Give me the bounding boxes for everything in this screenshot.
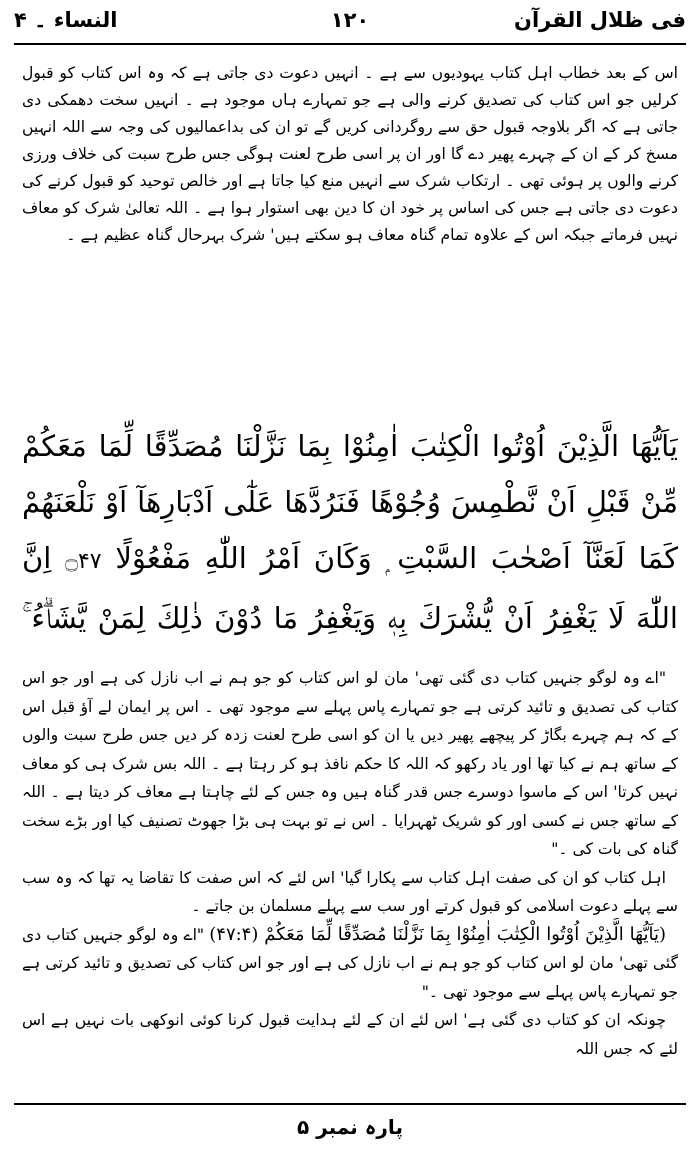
quoted-verse-translation: "اے وہ لوگو جنہیں کتاب دی گئی تھی' مان لو اس کتاب کو جو ہم نے اب نازل کی ہے اور جو اس کتاب کی تصدیق و تائید کرتی ہے جو تمہارے پاس پہلے سے موجود تھی ۔" xyxy=(22,925,678,1001)
page-header xyxy=(14,0,686,40)
verse-reference: (يَاَيُّهَا الَّذِيْنَ اُوْتُوا الْكِتٰبَ اٰمِنُوْا بِمَا نَزَّلْنَا مُصَدِّقًا لِّمَا مَعَكُمْ (۴۷:۴) xyxy=(209,923,666,945)
commentary-paragraph: اہل کتاب کو ان کی صفت اہل کتاب سے پکارا گیا' اس لئے کہ اس صفت کا تقاضا یہ تھا کہ وہ سب سے پہلے دعوت اسلامی کو قبول کرتے اور سب سے پہلے مسلمان بن جاتے ۔ xyxy=(22,868,678,915)
footer-divider xyxy=(14,1103,686,1105)
page-number: ۱۲۰ xyxy=(330,8,370,32)
page-footer: پارہ نمبر ۵ xyxy=(297,1115,403,1139)
header-divider xyxy=(14,43,686,45)
quran-verse xyxy=(22,418,678,644)
translation-section xyxy=(22,664,678,1074)
verse-text-47: يَاَيُّهَا الَّذِيْنَ اُوْتُوا الْكِتٰبَ اٰمِنُوْا بِمَا نَزَّلْنَا مُصَدِّقًا لِّمَا مَعَكُمْ مِّنْ قَبْلِ اَنْ نَّطْمِسَ وُجُوْهًا فَنَرُدَّهَا عَلٰٓى اَدْبَارِهَآ اَوْ نَلْعَنَهُمْ كَمَا لَعَنَّآ اَصْحٰبَ السَّبْتِ ۭ وَكَانَ اَمْرُ اللّٰهِ مَفْعُوْلًا xyxy=(22,429,678,575)
continuation-paragraph: چونکہ ان کو کتاب دی گئی ہے' اس لئے ان کے لئے ہدایت قبول کرنا کوئی انوکھی بات نہیں ہے اس لئے کہ جس اللہ xyxy=(22,1011,678,1058)
surah-label: النساء ۔ ۴ xyxy=(14,8,118,32)
quoted-verse-paragraph xyxy=(22,921,678,1007)
translation-paragraph: "اے وہ لوگو جنہیں کتاب دی گئی تھی' مان لو اس کتاب کو جو ہم نے اب نازل کی ہے اور جو اس کتاب کی تصدیق و تائید کرتی ہے جو تمہارے پاس پہلے سے موجود تھی ۔ اس پر ایمان لے آؤ قبل اس کے کہ ہم چہرے بگاڑ کر پیچھے پھیر دیں یا ان کو اسی طرح لعنت زدہ کر دیں جس طرح سبت والوں کے ساتھ ہم نے کیا تھا اور یاد رکھو کہ اللہ کا حکم نافذ ہو کر رہتا ہے ۔ اللہ بس شرک ہی کو معاف نہیں کرتا' اس کے ماسوا دوسرے جس قدر گناہ ہیں وہ جس کے لئے چاہتا ہے معاف کر دیتا ہے ۔ اللہ کے ساتھ جس نے کسی اور کو شریک ٹھہرایا ۔ اس نے تو بہت ہی بڑا جھوٹ تصنیف کیا اور بڑے سخت گناہ کی بات کی ۔" xyxy=(22,669,678,858)
book-title: فی ظلال القرآن xyxy=(514,8,686,32)
intro-paragraph: اس کے بعد خطاب اہل کتاب یہودیوں سے ہے ۔ انہیں دعوت دی جاتی ہے کہ وہ اس کتاب کو قبول کرلیں جو اس کتاب کی تصدیق کرنے والی ہے جو تمہارے ہاں موجود ہے ۔ انہیں سخت دھمکی دی جاتی ہے کہ اگر بلاوجہ قبول حق سے روگردانی کریں گے تو ان کی بداعمالیوں کی وجہ سے اللہ انہیں مسخ کر کے ان کے چہرے پھیر دے گا اور ان پر اسی طرح لعنت ہوگی جس طرح سبت کی خلاف ورزی کرنے والوں پر ہوئی تھی ۔ ارتکاب شرک سے انہیں منع کیا جاتا ہے اور خالص توحید کو قبول کرنے کی دعوت دی جاتی ہے جس کی اساس پر خود ان کا دین بھی استوار ہوا ہے ۔ اللہ تعالیٰ شرک کو معاف نہیں فرماتے جبکہ اس کے علاوہ تمام گناہ معاف ہو سکتے ہیں' شرک بہرحال گناہ عظیم ہے ۔ xyxy=(22,64,678,244)
ayah-marker-47: ۝۴۷ xyxy=(65,549,102,574)
verse-text-48: اِنَّ اللّٰهَ لَا يَغْفِرُ اَنْ يُّشْرَكَ بِهٖ وَيَغْفِرُ مَا دُوْنَ ذٰلِكَ لِمَنْ يَّشَاۗءُ ۚ xyxy=(22,541,678,635)
